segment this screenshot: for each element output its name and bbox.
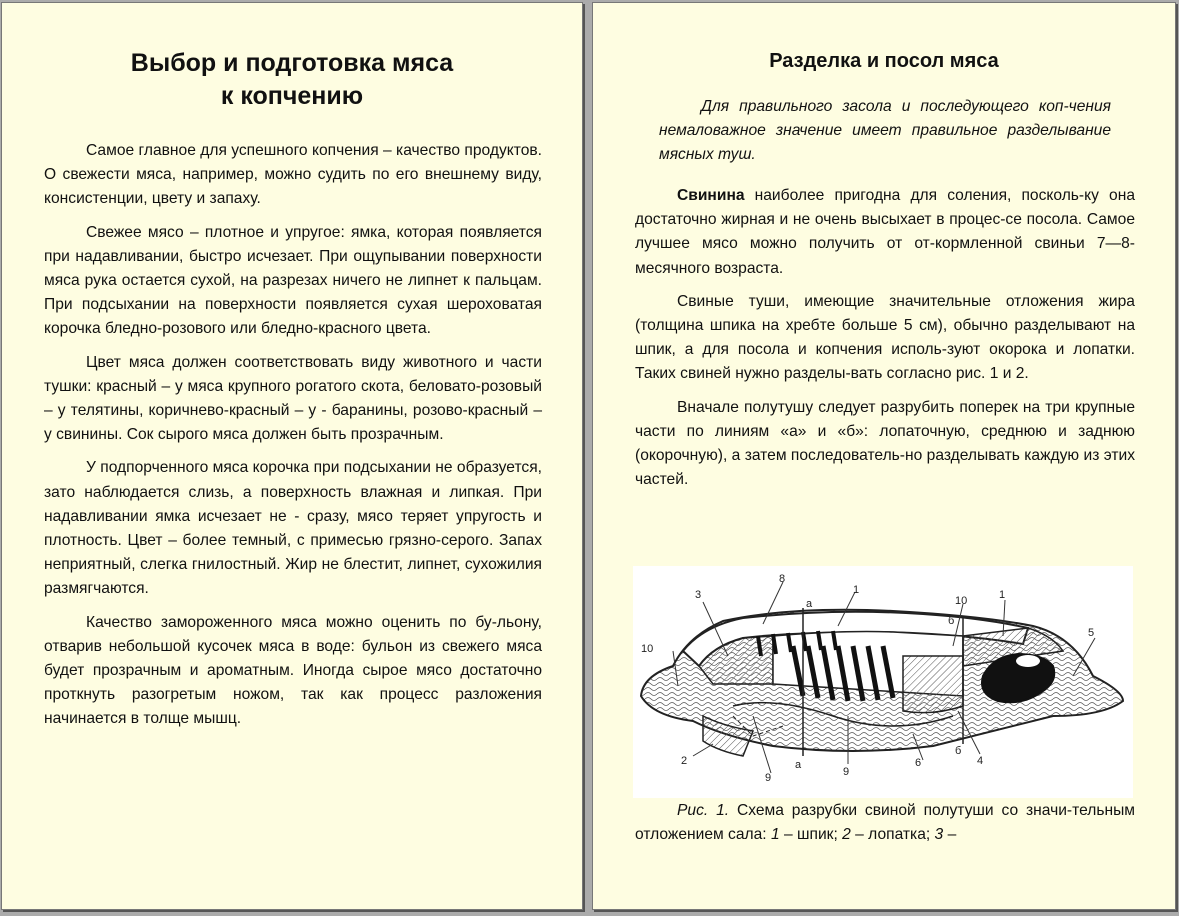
title-line-2: к копчению: [220, 82, 364, 110]
paragraph: Самое главное для успешного копчения – качество продуктов. О свежести мяса, например, можно судить по его внешнему виду, консистенции, цвету и запаху.: [44, 142, 542, 208]
caption-text: – лопатка;: [850, 826, 935, 844]
caption-text: Схема разрубки свиной полутуши со значи-тельным отложением сала:: [635, 802, 1135, 844]
paragraph: Вначале полутушу следует разрубить поперек на три крупные части по линиям «а» и «б»: лопаточную, среднюю и заднюю (окорочную), а затем последователь-но разделывать каждую из этих частей.: [635, 398, 1135, 489]
left-page-title: [2, 47, 582, 113]
paragraph: Свиные туши, имеющие значительные отложения жира (толщина шпика на хребте больше 5 см), обычно разделывают на шпик, а для посола и копчения исполь-зуют окорока и лопатки. Таких свиней нужно разделы-вать согласно рис. 1 и 2.: [635, 292, 1135, 383]
label-8: 8: [779, 573, 786, 585]
paragraph: [635, 184, 1135, 281]
right-page: [592, 2, 1176, 910]
caption-item-number: 1: [770, 826, 780, 844]
label-9-mid: 9: [843, 766, 850, 778]
paragraph: У подпорченного мяса корочка при подсыхании не образуется, зато наблюдается слизь, а поверхность влажная и липкая. При надавливании ямка исчезает не - сразу, мясо теряет упругость и плотность. Цвет – более темный, с примесью грязно-серого. Запах неприятный, слегка гнилостный. Жир не блестит, липнет, сухожилия размягчаются.: [44, 459, 542, 598]
right-page-body: [635, 184, 1135, 501]
epigraph: Для правильного засола и последующего коп-чения немаловажное значение имеет правильное разделывание мясных туш.: [659, 98, 1111, 164]
label-a-bottom: а: [795, 759, 802, 771]
label-6: 6: [915, 757, 922, 769]
label-5: 5: [1088, 627, 1095, 639]
label-4: 4: [977, 755, 984, 767]
label-3: 3: [695, 589, 702, 601]
label-9-left: 9: [765, 772, 772, 784]
label-10-left: 10: [641, 643, 654, 655]
paragraph-text: наиболее пригодна для соления, посколь-ку она достаточно жирная и не очень высыхает в процес-се посола. Самое лучшее мясо можно получить от от-кормленной свиньи 7—8-месячного возраста.: [635, 187, 1135, 277]
title-line-1: Выбор и подготовка мяса: [130, 49, 454, 77]
left-page: [1, 2, 583, 910]
caption-text: –: [943, 826, 957, 844]
figure-caption: [635, 799, 1135, 847]
paragraph: Свежее мясо – плотное и упругое: ямка, которая появляется при надавливании, быстро исчезает. При ощупывании поверхности мяса рука остается сухой, на разрезах ничего не липнет к пальцам. При подсыхании на поверхности появляется сухая шероховатая корочка бледно-розового или бледно-красного цвета.: [44, 223, 542, 338]
caption-fig-number: Рис. 1.: [677, 802, 730, 819]
paragraph: Качество замороженного мяса можно оценить по бу-льону, отварив небольшой кусочек мяса в воде: бульон из свежего мяса будет прозрачным и ароматным. Иногда сырое мясо достаточно проткнуть разогретым ножом, так как процесс разложения начинается в толще мышц.: [44, 613, 542, 728]
paragraph: Цвет мяса должен соответствовать виду животного и части тушки: красный – у мяса крупного рогатого скота, беловато-розовый – у телятины, коричнево-красный – у - баранины, розово-красный – у свинины. Сок сырого мяса должен быть прозрачным.: [44, 353, 542, 444]
label-b-bottom: б: [955, 745, 962, 757]
left-page-body: [44, 139, 542, 741]
caption-text: – шпик;: [779, 826, 843, 844]
carcass-diagram: [633, 566, 1133, 798]
caption-item-number: 2: [842, 826, 851, 844]
caption-item-number: 3: [934, 826, 944, 844]
right-page-title: Разделка и посол мяса: [769, 50, 999, 72]
label-b-top: б: [948, 615, 955, 627]
lead-word: Свинина: [677, 187, 745, 204]
label-2: 2: [681, 755, 688, 767]
label-1-mid: 1: [853, 584, 860, 596]
label-10-right: 10: [955, 595, 968, 607]
label-1-right: 1: [999, 589, 1006, 601]
carcass-diagram-svg: [633, 566, 1133, 798]
label-a-top: а: [806, 598, 813, 610]
